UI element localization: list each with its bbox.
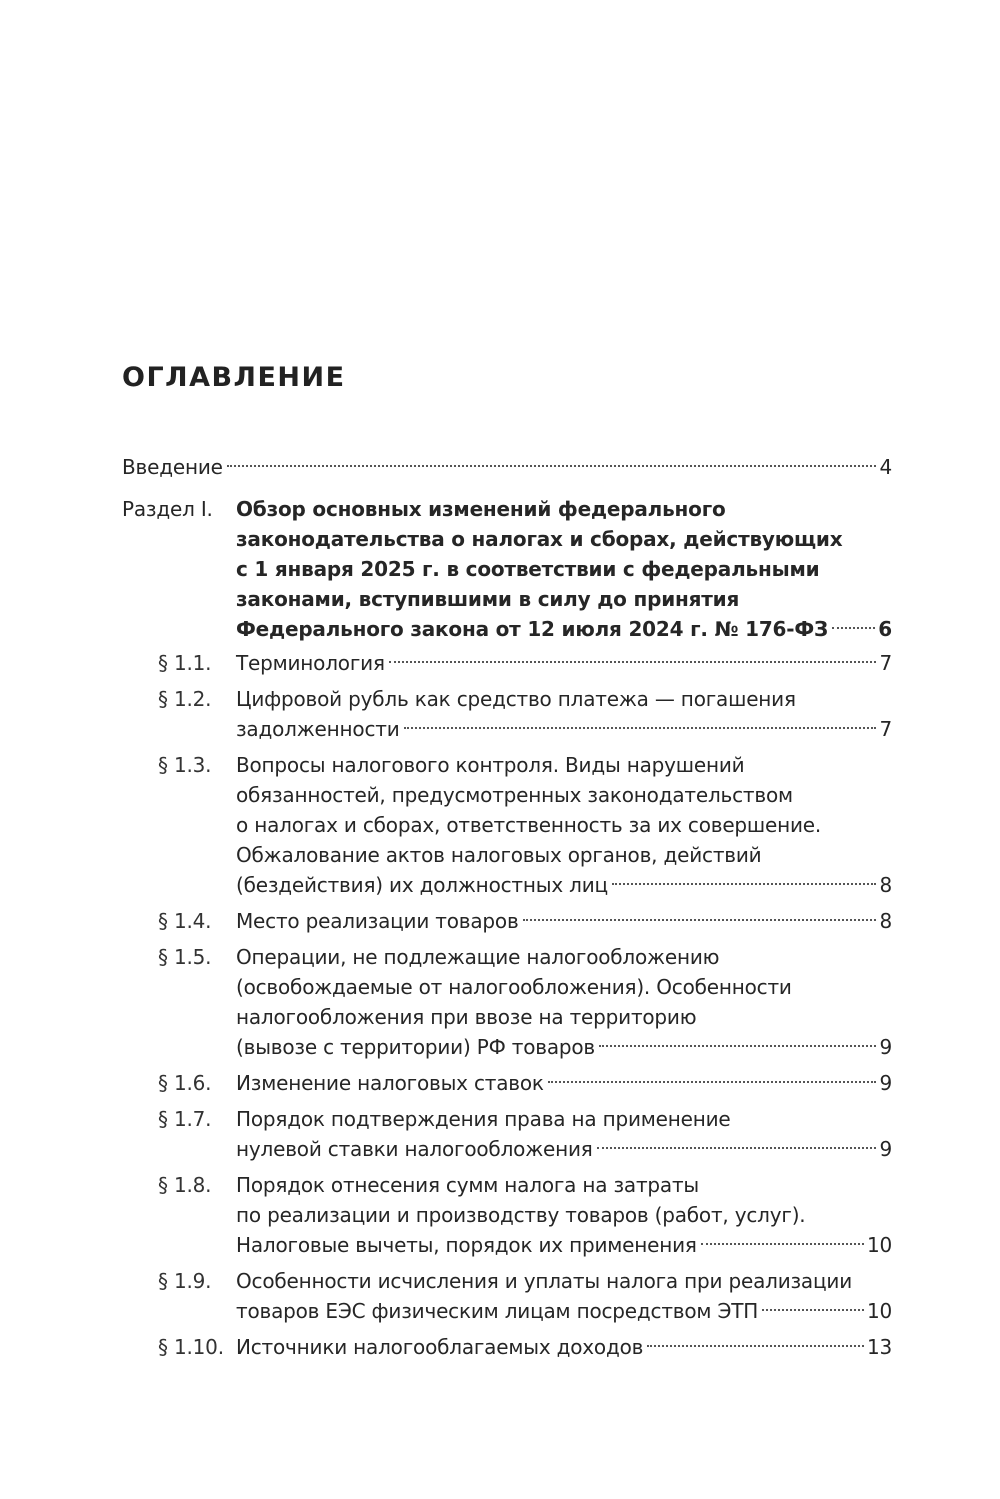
toc-entry-lastline (236, 1230, 892, 1260)
toc-title: ОГЛАВЛЕНИЕ (122, 362, 346, 393)
toc-entry-line: законодательства о налогах и сборах, действующих (236, 527, 843, 551)
toc-entry-lastline (236, 648, 892, 678)
toc-entry-body (236, 648, 892, 678)
toc-page-number: 9 (879, 1071, 892, 1095)
toc-page-number: 8 (879, 873, 892, 897)
toc-entry-label: (бездействия) их должностных лиц (236, 873, 608, 897)
toc-entry-1-6[interactable] (122, 1068, 892, 1098)
toc-page-number: 10 (866, 1233, 892, 1257)
toc-entry-label: товаров ЕЭС физическим лицам посредством ЭТП (236, 1299, 759, 1323)
toc-list (122, 452, 892, 1368)
toc-page-number: 9 (879, 1035, 892, 1059)
toc-entry-1-2[interactable] (122, 684, 892, 744)
toc-page-number: 10 (866, 1299, 892, 1323)
toc-entry-line: о налогах и сборах, ответственность за их совершение. (236, 813, 822, 837)
toc-entry-line: по реализации и производству товаров (работ, услуг). (236, 1203, 806, 1227)
toc-entry-label: Введение (122, 455, 223, 479)
toc-entry-label: Налоговые вычеты, порядок их применения (236, 1233, 697, 1257)
toc-entry-body (236, 942, 892, 1062)
toc-entry-body (236, 750, 892, 900)
toc-entry-line: Вопросы налогового контроля. Виды нарушений (236, 753, 745, 777)
toc-entry-line: Порядок подтверждения права на применение (236, 1107, 731, 1131)
paragraph-number: § 1.10. (158, 1335, 224, 1359)
toc-entry-body (236, 494, 892, 644)
toc-entry-1-4[interactable] (122, 906, 892, 936)
paragraph-number: § 1.1. (158, 651, 212, 675)
toc-entry-label: Источники налогооблагаемых доходов (236, 1335, 644, 1359)
toc-entry-lastline (236, 906, 892, 936)
toc-entry-body (236, 1266, 892, 1326)
toc-entry-1-3[interactable] (122, 750, 892, 900)
toc-entry-line: (освобождаемые от налогообложения). Особенности (236, 975, 792, 999)
dot-leader (597, 1147, 877, 1149)
toc-entry-1-1[interactable] (122, 648, 892, 678)
toc-entry-label: Изменение налоговых ставок (236, 1071, 544, 1095)
toc-entry-body (236, 1068, 892, 1098)
toc-entry-body (236, 1170, 892, 1260)
toc-entry-body (236, 1332, 892, 1362)
paragraph-number: § 1.9. (158, 1269, 212, 1293)
toc-entry-body (236, 906, 892, 936)
paragraph-number: § 1.7. (158, 1107, 212, 1131)
toc-entry-label: Федерального закона от 12 июля 2024 г. № 176-ФЗ (236, 617, 828, 641)
toc-entry-body (236, 1104, 892, 1164)
toc-entry-1-9[interactable] (122, 1266, 892, 1326)
paragraph-number: § 1.4. (158, 909, 212, 933)
toc-entry-intro[interactable] (122, 452, 892, 482)
toc-page-number: 4 (879, 455, 892, 479)
toc-entry-section-1[interactable] (122, 494, 892, 644)
toc-entry-line: Особенности исчисления и уплаты налога при реализации (236, 1269, 853, 1293)
toc-page-number: 8 (879, 909, 892, 933)
toc-entry-line: с 1 января 2025 г. в соответствии с федеральными (236, 557, 820, 581)
paragraph-number: § 1.3. (158, 753, 212, 777)
toc-entry-label: Терминология (236, 651, 385, 675)
toc-entry-lastline (236, 1032, 892, 1062)
toc-entry-label: задолженности (236, 717, 400, 741)
toc-page-number: 13 (866, 1335, 892, 1359)
toc-entry-lastline (236, 714, 892, 744)
dot-leader (227, 465, 877, 467)
dot-leader (832, 627, 875, 629)
toc-entry-1-7[interactable] (122, 1104, 892, 1164)
dot-leader (701, 1243, 864, 1245)
toc-entry-body (122, 452, 892, 482)
section-number: Раздел I. (122, 497, 213, 521)
toc-entry-label: нулевой ставки налогообложения (236, 1137, 593, 1161)
toc-entry-lastline (236, 1332, 892, 1362)
dot-leader (523, 919, 877, 921)
dot-leader (548, 1081, 877, 1083)
toc-entry-line: Порядок отнесения сумм налога на затраты (236, 1173, 699, 1197)
dot-leader (612, 883, 877, 885)
toc-entry-line: Операции, не подлежащие налогообложению (236, 945, 720, 969)
toc-entry-lastline (236, 1134, 892, 1164)
toc-page-number: 7 (879, 717, 892, 741)
toc-page-number: 6 (878, 617, 892, 641)
toc-entry-label: (вывозе с территории) РФ товаров (236, 1035, 596, 1059)
toc-entry-line: Цифровой рубль как средство платежа — погашения (236, 687, 796, 711)
toc-entry-line: Обжалование актов налоговых органов, действий (236, 843, 762, 867)
toc-page-number: 9 (879, 1137, 892, 1161)
toc-entry-1-5[interactable] (122, 942, 892, 1062)
paragraph-number: § 1.6. (158, 1071, 212, 1095)
toc-entry-1-10[interactable] (122, 1332, 892, 1362)
toc-entry-lastline (236, 1296, 892, 1326)
paragraph-number: § 1.2. (158, 687, 212, 711)
toc-entry-line: законами, вступившими в силу до принятия (236, 587, 740, 611)
toc-entry-line: Обзор основных изменений федерального (236, 497, 726, 521)
toc-entry-lastline (122, 452, 892, 482)
toc-entry-line: налогообложения при ввозе на территорию (236, 1005, 697, 1029)
toc-entry-label: Место реализации товаров (236, 909, 519, 933)
toc-entry-1-8[interactable] (122, 1170, 892, 1260)
toc-page-number: 7 (879, 651, 892, 675)
dot-leader (389, 661, 877, 663)
dot-leader (599, 1045, 876, 1047)
toc-entry-lastline (236, 870, 892, 900)
dot-leader (762, 1309, 864, 1311)
toc-entry-lastline (236, 614, 892, 644)
toc-entry-line: обязанностей, предусмотренных законодательством (236, 783, 793, 807)
dot-leader (647, 1345, 864, 1347)
paragraph-number: § 1.5. (158, 945, 212, 969)
toc-entry-lastline (236, 1068, 892, 1098)
paragraph-number: § 1.8. (158, 1173, 212, 1197)
toc-entry-body (236, 684, 892, 744)
dot-leader (404, 727, 877, 729)
